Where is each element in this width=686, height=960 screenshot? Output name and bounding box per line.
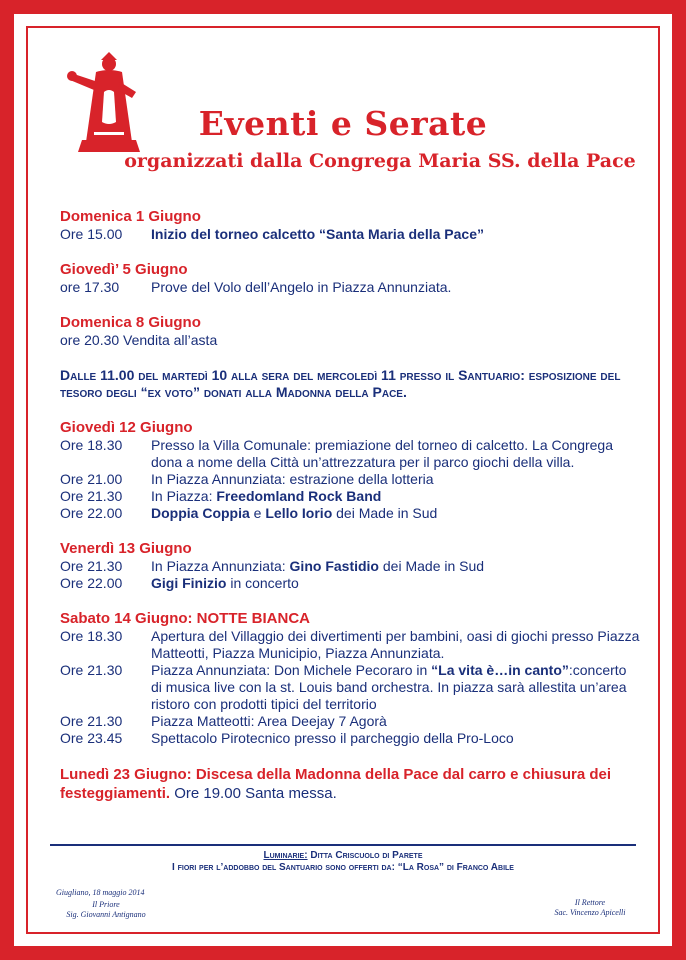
event-row (60, 505, 640, 522)
luminarie-value: Ditta Criscuolo di Parete (307, 850, 423, 861)
event-description: Piazza Matteotti: Area Deejay 7 Agorà (151, 713, 387, 729)
event-row (60, 488, 640, 505)
event-description (151, 558, 640, 575)
event-description: Apertura del Villaggio dei divertimenti per bambini, oasi di giochi presso Piazza Matteotti, Piazza Municipio, Piazza Annunziata. (151, 628, 640, 661)
performer-name: Doppia Coppia (151, 505, 250, 521)
event-description: Inizio del torneo calcetto “Santa Maria della Pace” (151, 226, 484, 242)
performer-name: Lello Iorio (265, 505, 333, 521)
day-heading: Venerdì 13 Giugno (60, 540, 192, 557)
event-day (60, 208, 640, 243)
event-row (60, 437, 640, 471)
description-prefix: Piazza Annunziata: Don Michele Pecoraro in (151, 662, 432, 678)
event-time: Ore 23.45 (60, 730, 123, 746)
event-row (60, 575, 640, 592)
credits (0, 850, 686, 874)
day-heading: Domenica 8 Giugno (60, 314, 201, 331)
event-description (151, 505, 640, 522)
day-heading: Sabato 14 Giugno: NOTTE BIANCA (60, 610, 311, 627)
event-day (60, 261, 640, 296)
event-time: ore 17.30 (60, 279, 120, 295)
event-day (60, 419, 640, 522)
event-time: Ore 21.00 (60, 471, 123, 487)
luminarie-label: Luminarie: (263, 850, 308, 861)
event-time: Ore 22.00 (60, 575, 123, 591)
event-description (151, 575, 640, 592)
event-row (60, 662, 640, 713)
event-time: Ore 21.30 (60, 713, 123, 729)
event-description: In Piazza Annunziata: estrazione della lotteria (151, 471, 434, 487)
events-list (60, 208, 640, 803)
rettore-name: Sac. Vincenzo Apicelli (554, 908, 626, 917)
rettore-title: Il Rettore (574, 898, 606, 907)
event-row (60, 279, 640, 296)
day-heading: Giovedì’ 5 Giugno (60, 261, 188, 278)
priore-name: Sig. Giovanni Antignano (66, 910, 146, 919)
event-row (60, 628, 640, 662)
closing-description: Discesa della Madonna della Pace dal carro e chiusura dei festeggiamenti. (60, 766, 612, 802)
closing-mass: Ore 19.00 Santa messa. (170, 785, 337, 802)
event-time: Ore 22.00 (60, 505, 123, 521)
performer-name: Gino Fastidio (289, 558, 379, 574)
event-day (60, 540, 640, 592)
description-suffix: dei Made in Sud (332, 505, 438, 521)
description-connector: e (249, 505, 266, 521)
luminarie-credit (0, 850, 686, 862)
event-row (60, 471, 640, 488)
description-suffix: dei Made in Sud (379, 558, 485, 574)
performer-name: Freedomland Rock Band (216, 488, 382, 504)
event-time: Ore 18.30 (60, 437, 123, 453)
event-day (60, 314, 640, 349)
exhibition-notice: Dalle 11.00 del martedì 10 alla sera del mercoledì 11 presso il Santuario: esposizione del tesoro degli “ex voto” donati alla Madonna della Pace. (60, 367, 621, 400)
description-suffix: :concerto di musica live con la st. Louis band orchestra. In piazza sarà allestita un’area ristoro con prodotti tipici del territorio (151, 662, 627, 712)
event-time: Ore 18.30 (60, 628, 123, 644)
footer-divider (50, 844, 636, 846)
event-row (60, 713, 640, 730)
event-description: Prove del Volo dell’Angelo in Piazza Annunziata. (151, 279, 452, 295)
event-row (60, 226, 640, 243)
description-prefix: In Piazza: (151, 488, 217, 504)
page-title: Eventi e Serate (198, 104, 488, 143)
rettore-signature (520, 898, 660, 918)
page-subtitle: organizzati dalla Congrega Maria SS. della Pace (124, 150, 636, 172)
event-time: Ore 15.00 (60, 226, 123, 242)
event-day (60, 610, 640, 747)
performer-name: Gigi Finizio (151, 575, 227, 591)
priore-signature (56, 900, 156, 920)
event-time: Ore 21.30 (60, 662, 123, 678)
event-description (151, 662, 640, 713)
flowers-credit: I fiori per l’addobbo del Santuario sono offerti da: “La Rosa” di Franco Abile (172, 862, 514, 873)
day-heading: Domenica 1 Giugno (60, 208, 201, 225)
show-title: “La vita è…in canto” (431, 662, 569, 678)
event-description (151, 488, 640, 505)
priore-title: Il Priore (92, 900, 120, 909)
event-row (60, 730, 640, 747)
description-prefix: In Piazza Annunziata: (151, 558, 290, 574)
place-date: Giugliano, 18 maggio 2014 (56, 888, 145, 897)
description-suffix: in concerto (226, 575, 299, 591)
closing-event (60, 765, 640, 803)
event-row (60, 558, 640, 575)
event-time: Ore 21.30 (60, 488, 123, 504)
closing-day: Lunedì 23 Giugno: (60, 766, 196, 783)
event-line: ore 20.30 Vendita all’asta (60, 332, 218, 348)
event-description: Spettacolo Pirotecnico presso il parcheggio della Pro-Loco (151, 730, 514, 746)
day-heading: Giovedì 12 Giugno (60, 419, 193, 436)
event-description: Presso la Villa Comunale: premiazione del torneo di calcetto. La Congrega dona a nome della Città un’attrezzatura per il parco giochi della villa. (151, 437, 614, 470)
event-time: Ore 21.30 (60, 558, 123, 574)
